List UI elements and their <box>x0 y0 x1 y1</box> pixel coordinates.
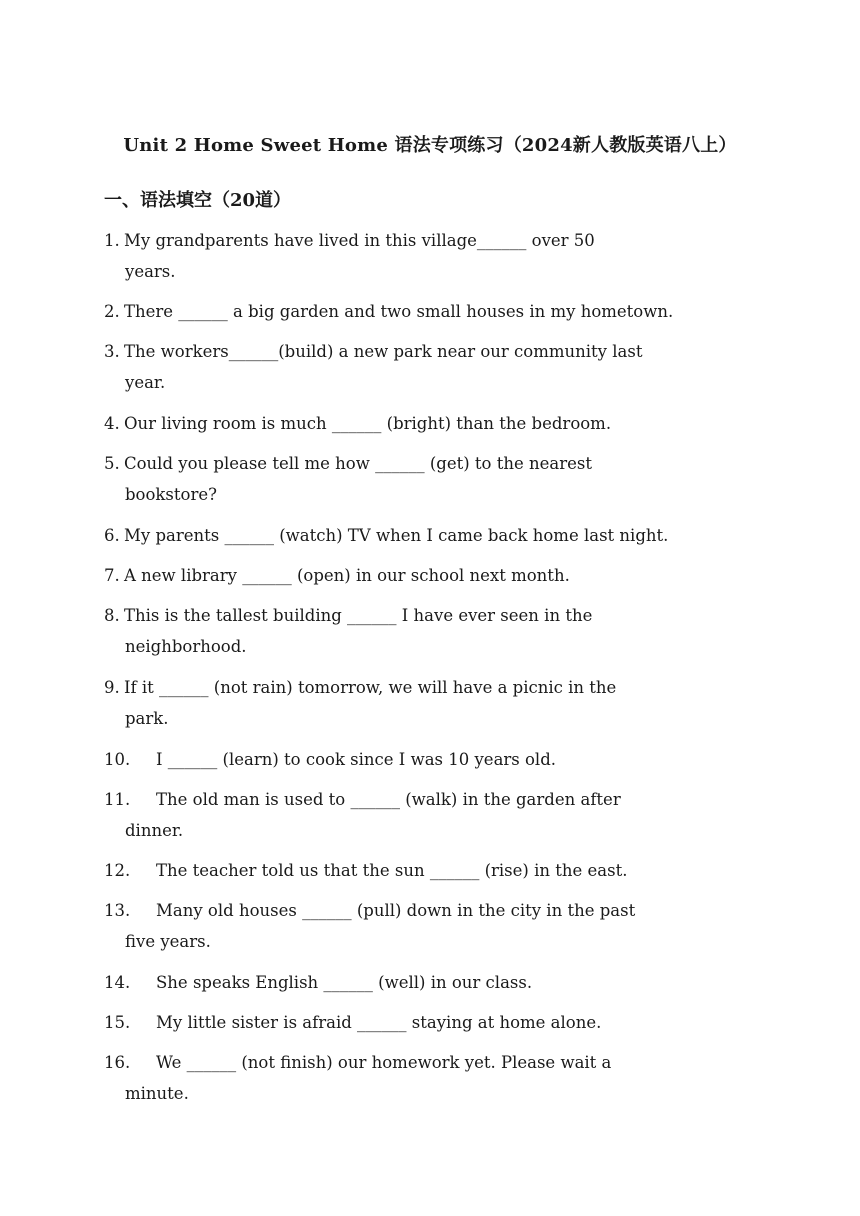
question-text: I ______ (learn) to cook since I was 10 years old. <box>156 750 557 769</box>
question-number: 4. <box>104 414 120 433</box>
question-text: Could you please tell me how ______ (get) to the nearest <box>124 454 592 473</box>
question-4 <box>104 408 611 439</box>
question-text: Our living room is much ______ (bright) than the bedroom. <box>124 414 612 433</box>
question-text: This is the tallest building ______ I have ever seen in the <box>124 606 593 625</box>
question-8 <box>104 600 592 662</box>
question-number: 12. <box>104 861 131 880</box>
question-text: There ______ a big garden and two small houses in my hometown. <box>124 302 674 321</box>
question-3 <box>104 336 642 398</box>
question-number: 14. <box>104 973 131 992</box>
question-number: 3. <box>104 342 120 361</box>
question-number: 13. <box>104 901 131 920</box>
question-text: My little sister is afraid ______ staying at home alone. <box>156 1013 602 1032</box>
question-9 <box>104 672 616 734</box>
document-title: Unit 2 Home Sweet Home 语法专项练习（2024新人教版英语八上） <box>123 135 737 156</box>
question-number: 10. <box>104 750 131 769</box>
question-16 <box>104 1047 611 1109</box>
question-7 <box>104 560 570 591</box>
question-text-continued: bookstore? <box>125 485 217 504</box>
question-number: 1. <box>104 231 120 250</box>
question-text: Many old houses ______ (pull) down in the city in the past <box>156 901 636 920</box>
question-10 <box>104 744 556 775</box>
question-11 <box>104 784 621 846</box>
question-5 <box>104 448 592 510</box>
question-number: 2. <box>104 302 120 321</box>
question-text: My grandparents have lived in this village______ over 50 <box>124 231 595 250</box>
question-text: My parents ______ (watch) TV when I came back home last night. <box>124 526 669 545</box>
question-text: The workers______(build) a new park near our community last <box>124 342 643 361</box>
question-number: 9. <box>104 678 120 697</box>
question-1 <box>104 225 595 287</box>
question-text-continued: park. <box>125 709 169 728</box>
question-13 <box>104 895 635 957</box>
question-number: 15. <box>104 1013 131 1032</box>
question-15 <box>104 1007 601 1038</box>
question-text-continued: dinner. <box>125 821 184 840</box>
question-number: 7. <box>104 566 120 585</box>
question-text-continued: minute. <box>125 1084 189 1103</box>
question-number: 6. <box>104 526 120 545</box>
question-number: 16. <box>104 1053 131 1072</box>
question-14 <box>104 967 532 998</box>
question-number: 5. <box>104 454 120 473</box>
question-text: The old man is used to ______ (walk) in the garden after <box>156 790 621 809</box>
question-2 <box>104 296 673 327</box>
question-text: The teacher told us that the sun ______ (rise) in the east. <box>156 861 628 880</box>
question-text-continued: years. <box>125 262 176 281</box>
section-heading: 一、语法填空（20道） <box>104 190 292 211</box>
question-text: A new library ______ (open) in our school next month. <box>124 566 570 585</box>
question-text: We ______ (not finish) our homework yet. Please wait a <box>156 1053 612 1072</box>
question-text-continued: neighborhood. <box>125 637 247 656</box>
question-number: 11. <box>104 790 131 809</box>
question-text-continued: year. <box>125 373 166 392</box>
question-text-continued: five years. <box>125 932 211 951</box>
question-text: She speaks English ______ (well) in our class. <box>156 973 533 992</box>
question-text: If it ______ (not rain) tomorrow, we will have a picnic in the <box>124 678 617 697</box>
question-12 <box>104 855 627 886</box>
question-6 <box>104 520 668 551</box>
question-number: 8. <box>104 606 120 625</box>
